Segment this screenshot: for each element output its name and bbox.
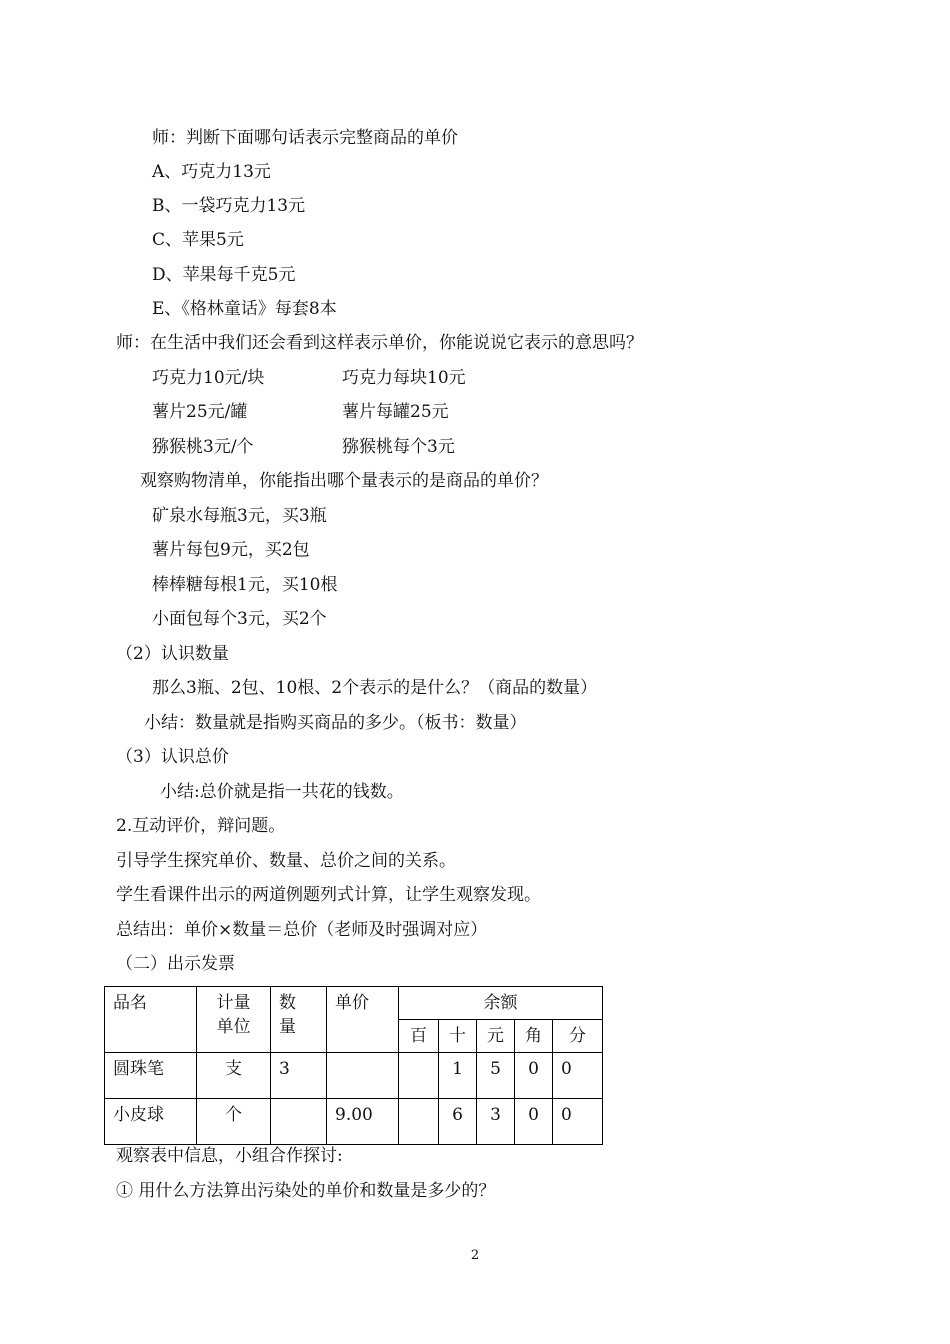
- text-line: [152, 402, 247, 422]
- text-line: B、一袋巧克力13元: [152, 196, 306, 216]
- unit-price-notation: 薯片25元/罐: [152, 402, 248, 422]
- text-line: 小结：数量就是指购买商品的多少。（板书：数量）: [144, 713, 527, 733]
- invoice-table: [104, 986, 603, 1145]
- unit-price-notation: 巧克力10元/块: [152, 368, 265, 388]
- cell-digit: 0: [515, 1053, 553, 1099]
- cell-unit: 个: [197, 1099, 271, 1145]
- cell-digit: 6: [439, 1099, 477, 1145]
- text-line: 薯片每包9元，买2包: [152, 540, 310, 560]
- table-row: [105, 1053, 603, 1099]
- page-number: 2: [470, 1248, 480, 1263]
- table-row: [105, 1099, 603, 1145]
- text-line: A、巧克力13元: [152, 162, 271, 182]
- text-line: 引导学生探究单价、数量、总价之间的关系。: [116, 851, 456, 871]
- header-name: 品名: [105, 987, 197, 1053]
- cell-price: [327, 1053, 399, 1099]
- cell-digit: 0: [553, 1099, 603, 1145]
- text-line: [342, 402, 449, 422]
- cell-digit: 3: [477, 1099, 515, 1145]
- cell-name: 圆珠笔: [105, 1053, 197, 1099]
- text-line: ① 用什么方法算出污染处的单价和数量是多少的？: [116, 1181, 496, 1201]
- text-line: 总结出：单价×数量＝总价（老师及时强调对应）: [116, 920, 488, 940]
- text-line: 观察购物清单，你能指出哪个量表示的是商品的单价？: [140, 471, 548, 491]
- text-line: 师：在生活中我们还会看到这样表示单价，你能说说它表示的意思吗？: [116, 333, 643, 353]
- text-line: [152, 437, 254, 457]
- text-line: [342, 368, 466, 388]
- unit-price-wording: 巧克力每块10元: [342, 368, 466, 388]
- section-heading: 2.互动评价，辩问题。: [116, 816, 286, 836]
- cell-digit: 0: [515, 1099, 553, 1145]
- text-line: 学生看课件出示的两道例题列式计算，让学生观察发现。: [116, 885, 541, 905]
- unit-price-wording: 猕猴桃每个3元: [342, 437, 455, 457]
- cell-digit: 5: [477, 1053, 515, 1099]
- unit-price-notation: 猕猴桃3元/个: [152, 437, 254, 457]
- cell-quantity: 3: [271, 1053, 327, 1099]
- header-quantity: 数 量: [271, 987, 327, 1053]
- header-unit: 计量 单位: [197, 987, 271, 1053]
- text-line: [152, 368, 264, 388]
- text-line: 观察表中信息，小组合作探讨:: [116, 1146, 343, 1166]
- text-line: 矿泉水每瓶3元，买3瓶: [152, 506, 327, 526]
- text-line: 棒棒糖每根1元，买10根: [152, 575, 338, 595]
- cell-name: 小皮球: [105, 1099, 197, 1145]
- header-digit: 元: [477, 1020, 515, 1053]
- section-heading: （二）出示发票: [116, 954, 235, 974]
- cell-digit: [399, 1099, 439, 1145]
- header-amount: 余额: [399, 987, 603, 1020]
- text-line: 师：判断下面哪句话表示完整商品的单价: [152, 128, 458, 148]
- header-price: 单价: [327, 987, 399, 1053]
- text-line: [342, 437, 455, 457]
- text-line: 小结:总价就是指一共花的钱数。: [160, 782, 404, 802]
- section-heading: （3）认识总价: [116, 747, 229, 767]
- header-digit: 分: [553, 1020, 603, 1053]
- header-digit: 角: [515, 1020, 553, 1053]
- cell-quantity: [271, 1099, 327, 1145]
- text-line: E、《格林童话》每套8本: [152, 299, 337, 319]
- text-line: 那么3瓶、2包、10根、2个表示的是什么？（商品的数量）: [152, 678, 598, 698]
- text-line: D、苹果每千克5元: [152, 265, 296, 285]
- header-digit: 十: [439, 1020, 477, 1053]
- cell-digit: 1: [439, 1053, 477, 1099]
- header-digit: 百: [399, 1020, 439, 1053]
- text-line: 小面包每个3元，买2个: [152, 609, 327, 629]
- cell-digit: [399, 1053, 439, 1099]
- unit-price-wording: 薯片每罐25元: [342, 402, 449, 422]
- cell-price: 9.00: [327, 1099, 399, 1145]
- section-heading: （2）认识数量: [116, 644, 229, 664]
- text-line: C、苹果5元: [152, 230, 244, 250]
- cell-digit: 0: [553, 1053, 603, 1099]
- cell-unit: 支: [197, 1053, 271, 1099]
